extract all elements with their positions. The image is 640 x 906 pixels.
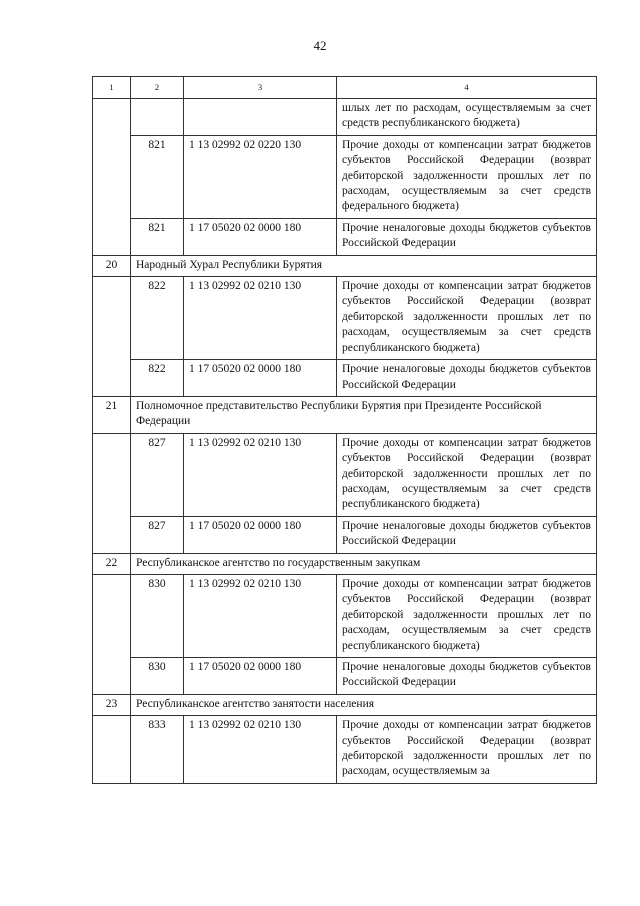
kbk-cell: 1 17 05020 02 0000 180 — [184, 218, 337, 255]
header-col-3: 3 — [184, 77, 337, 99]
table-row — [93, 218, 597, 255]
kbk-cell: 1 13 02992 02 0210 130 — [184, 277, 337, 360]
section-number: 22 — [93, 553, 131, 574]
table-row — [93, 574, 597, 657]
table-row — [93, 135, 597, 218]
organization-name: Народный Хурал Республики Бурятия — [131, 255, 597, 276]
kbk-cell: 1 13 02992 02 0210 130 — [184, 433, 337, 516]
header-col-2: 2 — [131, 77, 184, 99]
admin-code-cell: 827 — [131, 433, 184, 516]
revenue-name-cell: Прочие доходы от компенсации затрат бюджетов субъектов Российской Федерации (возврат дебиторской задолженности прошлых лет по расходам, осуществляемым за счет средств республиканского бюджета) — [337, 433, 597, 516]
section-num-cell — [93, 433, 131, 553]
table-row — [93, 716, 597, 784]
section-row — [93, 553, 597, 574]
kbk-cell: 1 17 05020 02 0000 180 — [184, 516, 337, 553]
section-num-cell — [93, 574, 131, 694]
kbk-cell: 1 13 02992 02 0210 130 — [184, 716, 337, 784]
section-num-cell — [93, 716, 131, 784]
revenue-name-cell: Прочие неналоговые доходы бюджетов субъектов Российской Федерации — [337, 516, 597, 553]
section-number: 20 — [93, 255, 131, 276]
admin-code-cell: 821 — [131, 135, 184, 218]
admin-code-cell: 827 — [131, 516, 184, 553]
revenue-name-cell: Прочие неналоговые доходы бюджетов субъектов Российской Федерации — [337, 218, 597, 255]
admin-code-cell: 833 — [131, 716, 184, 784]
table-row — [93, 99, 597, 136]
kbk-cell: 1 13 02992 02 0210 130 — [184, 574, 337, 657]
revenue-name-cell: Прочие доходы от компенсации затрат бюджетов субъектов Российской Федерации (возврат дебиторской задолженности прошлых лет по расходам, осуществляемым за счет средств республиканского бюджета) — [337, 277, 597, 360]
revenue-name-cell: Прочие доходы от компенсации затрат бюджетов субъектов Российской Федерации (возврат дебиторской задолженности прошлых лет по расходам, осуществляемым за счет средств федерального бюджета) — [337, 135, 597, 218]
section-row — [93, 396, 597, 433]
kbk-cell: 1 17 05020 02 0000 180 — [184, 658, 337, 695]
section-num-cell — [93, 99, 131, 256]
section-number: 21 — [93, 396, 131, 433]
admin-code-cell: 830 — [131, 574, 184, 657]
kbk-cell: 1 17 05020 02 0000 180 — [184, 360, 337, 397]
section-row — [93, 694, 597, 715]
page-number: 42 — [313, 38, 327, 53]
admin-code-cell: 821 — [131, 218, 184, 255]
table-row — [93, 516, 597, 553]
table-row — [93, 360, 597, 397]
kbk-cell: 1 13 02992 02 0220 130 — [184, 135, 337, 218]
revenue-name-cell: Прочие неналоговые доходы бюджетов субъектов Российской Федерации — [337, 360, 597, 397]
admin-code-cell: 822 — [131, 277, 184, 360]
table-row — [93, 277, 597, 360]
table-row — [93, 433, 597, 516]
organization-name: Полномочное представительство Республики Бурятия при Президенте Российской Федерации — [131, 396, 597, 433]
section-num-cell — [93, 277, 131, 397]
section-number: 23 — [93, 694, 131, 715]
revenue-name-cell: шлых лет по расходам, осуществляемым за счет средств республиканского бюджета) — [337, 99, 597, 136]
revenue-name-cell: Прочие неналоговые доходы бюджетов субъектов Российской Федерации — [337, 658, 597, 695]
table-row — [93, 658, 597, 695]
admin-code-cell: 830 — [131, 658, 184, 695]
header-col-1: 1 — [93, 77, 131, 99]
revenue-name-cell: Прочие доходы от компенсации затрат бюджетов субъектов Российской Федерации (возврат дебиторской задолженности прошлых лет по расходам, осуществляемым за счет средств республиканского бюджета) — [337, 574, 597, 657]
revenue-administrators-table — [92, 76, 597, 784]
section-row — [93, 255, 597, 276]
header-col-4: 4 — [337, 77, 597, 99]
kbk-cell — [184, 99, 337, 136]
organization-name: Республиканское агентство занятости населения — [131, 694, 597, 715]
revenue-name-cell: Прочие доходы от компенсации затрат бюджетов субъектов Российской Федерации (возврат дебиторской задолженности прошлых лет по расходам, осуществляемым за — [337, 716, 597, 784]
admin-code-cell: 822 — [131, 360, 184, 397]
admin-code-cell — [131, 99, 184, 136]
organization-name: Республиканское агентство по государственным закупкам — [131, 553, 597, 574]
table-header-row — [93, 77, 597, 99]
